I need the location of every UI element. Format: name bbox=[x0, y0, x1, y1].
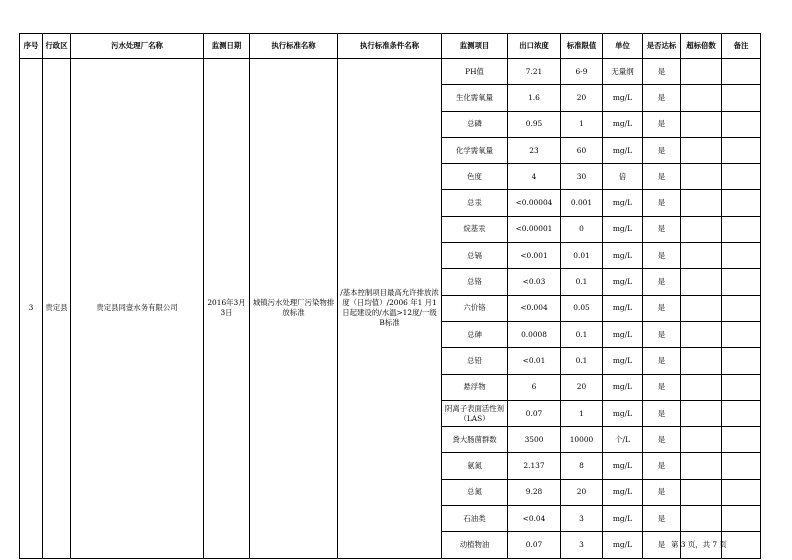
cell-compliant: 是 bbox=[643, 479, 681, 505]
cell-exceed-times bbox=[681, 85, 722, 111]
cell-compliant: 是 bbox=[643, 506, 681, 532]
cell-item: 氨氮 bbox=[442, 453, 508, 479]
cell-limit: 20 bbox=[561, 374, 603, 400]
cell-item: 总镉 bbox=[442, 243, 508, 269]
cell-concentration: 3500 bbox=[508, 427, 561, 453]
cell-note bbox=[722, 506, 761, 532]
header-standard-name: 执行标准名称 bbox=[250, 34, 338, 59]
cell-concentration: 0.95 bbox=[508, 111, 561, 137]
cell-district: 贵定县 bbox=[43, 59, 71, 559]
cell-item: PH值 bbox=[442, 59, 508, 85]
header-item: 监测项目 bbox=[442, 34, 508, 59]
cell-note bbox=[722, 85, 761, 111]
cell-exceed-times bbox=[681, 190, 722, 216]
cell-item: 总铬 bbox=[442, 269, 508, 295]
cell-exceed-times bbox=[681, 427, 722, 453]
cell-unit: mg/L bbox=[603, 532, 643, 558]
cell-limit: 0.1 bbox=[561, 348, 603, 374]
cell-note bbox=[722, 295, 761, 321]
monitoring-table bbox=[19, 33, 761, 559]
cell-exceed-times bbox=[681, 137, 722, 163]
cell-concentration: 4 bbox=[508, 164, 561, 190]
cell-item: 烷基汞 bbox=[442, 216, 508, 242]
cell-note bbox=[722, 321, 761, 347]
cell-standard-condition: /基本控制项目最高允许排放浓度（日均值）/2006 年1 月1 日起建设的/水温>12度/一级B标准 bbox=[338, 59, 442, 559]
cell-exceed-times bbox=[681, 216, 722, 242]
header-plant-name: 污水处理厂名称 bbox=[71, 34, 204, 59]
cell-concentration: 0.07 bbox=[508, 532, 561, 558]
cell-note bbox=[722, 374, 761, 400]
cell-compliant: 是 bbox=[643, 374, 681, 400]
cell-item: 总砷 bbox=[442, 321, 508, 347]
cell-concentration: <0.004 bbox=[508, 295, 561, 321]
cell-concentration: 23 bbox=[508, 137, 561, 163]
cell-limit: 0 bbox=[561, 216, 603, 242]
cell-exceed-times bbox=[681, 506, 722, 532]
cell-note bbox=[722, 164, 761, 190]
cell-compliant: 是 bbox=[643, 453, 681, 479]
cell-concentration: <0.03 bbox=[508, 269, 561, 295]
cell-compliant: 是 bbox=[643, 111, 681, 137]
cell-unit: mg/L bbox=[603, 479, 643, 505]
cell-compliant: 是 bbox=[643, 427, 681, 453]
cell-unit: mg/L bbox=[603, 216, 643, 242]
cell-concentration: 1.6 bbox=[508, 85, 561, 111]
cell-limit: 8 bbox=[561, 453, 603, 479]
cell-unit: mg/L bbox=[603, 374, 643, 400]
cell-exceed-times bbox=[681, 59, 722, 85]
cell-unit: mg/L bbox=[603, 111, 643, 137]
cell-item: 石油类 bbox=[442, 506, 508, 532]
cell-limit: 30 bbox=[561, 164, 603, 190]
cell-unit: mg/L bbox=[603, 400, 643, 426]
cell-note bbox=[722, 216, 761, 242]
cell-unit: mg/L bbox=[603, 295, 643, 321]
cell-compliant: 是 bbox=[643, 164, 681, 190]
cell-item: 粪大肠菌群数 bbox=[442, 427, 508, 453]
cell-note bbox=[722, 111, 761, 137]
cell-item: 阴离子表面活性剂（LAS） bbox=[442, 400, 508, 426]
cell-note bbox=[722, 243, 761, 269]
cell-item: 化学需氧量 bbox=[442, 137, 508, 163]
cell-limit: 0.1 bbox=[561, 321, 603, 347]
cell-unit: mg/L bbox=[603, 190, 643, 216]
cell-note bbox=[722, 479, 761, 505]
cell-limit: 0.1 bbox=[561, 269, 603, 295]
header-limit: 标准限值 bbox=[561, 34, 603, 59]
header-note: 备注 bbox=[722, 34, 761, 59]
cell-concentration: 0.0008 bbox=[508, 321, 561, 347]
header-row bbox=[20, 34, 761, 59]
cell-concentration: 9.28 bbox=[508, 479, 561, 505]
cell-limit: 20 bbox=[561, 85, 603, 111]
header-unit: 单位 bbox=[603, 34, 643, 59]
cell-limit: 6-9 bbox=[561, 59, 603, 85]
cell-note bbox=[722, 453, 761, 479]
cell-limit: 0.001 bbox=[561, 190, 603, 216]
cell-item: 总汞 bbox=[442, 190, 508, 216]
cell-note bbox=[722, 348, 761, 374]
cell-limit: 10000 bbox=[561, 427, 603, 453]
cell-unit: mg/L bbox=[603, 269, 643, 295]
cell-limit: 1 bbox=[561, 400, 603, 426]
cell-unit: mg/L bbox=[603, 85, 643, 111]
cell-item: 总氮 bbox=[442, 479, 508, 505]
cell-unit: mg/L bbox=[603, 243, 643, 269]
header-seq: 序号 bbox=[20, 34, 43, 59]
cell-concentration: <0.001 bbox=[508, 243, 561, 269]
cell-concentration: 2.137 bbox=[508, 453, 561, 479]
cell-compliant: 是 bbox=[643, 532, 681, 558]
cell-compliant: 是 bbox=[643, 348, 681, 374]
cell-item: 六价铬 bbox=[442, 295, 508, 321]
cell-exceed-times bbox=[681, 269, 722, 295]
cell-item: 生化需氧量 bbox=[442, 85, 508, 111]
cell-unit: mg/L bbox=[603, 321, 643, 347]
cell-note bbox=[722, 59, 761, 85]
cell-compliant: 是 bbox=[643, 321, 681, 347]
cell-concentration: <0.00004 bbox=[508, 190, 561, 216]
cell-note bbox=[722, 400, 761, 426]
table-row bbox=[20, 59, 761, 85]
cell-exceed-times bbox=[681, 453, 722, 479]
cell-exceed-times bbox=[681, 111, 722, 137]
cell-exceed-times bbox=[681, 374, 722, 400]
cell-limit: 0.01 bbox=[561, 243, 603, 269]
cell-exceed-times bbox=[681, 164, 722, 190]
cell-note bbox=[722, 532, 761, 558]
cell-note bbox=[722, 137, 761, 163]
cell-item: 色度 bbox=[442, 164, 508, 190]
cell-compliant: 是 bbox=[643, 269, 681, 295]
cell-limit: 3 bbox=[561, 532, 603, 558]
cell-compliant: 是 bbox=[643, 137, 681, 163]
cell-limit: 20 bbox=[561, 479, 603, 505]
cell-unit: 倍 bbox=[603, 164, 643, 190]
cell-limit: 3 bbox=[561, 506, 603, 532]
cell-unit: 个/L bbox=[603, 427, 643, 453]
cell-plant-name: 贵定县同壹水务有限公司 bbox=[71, 59, 204, 559]
cell-unit: mg/L bbox=[603, 506, 643, 532]
cell-limit: 1 bbox=[561, 111, 603, 137]
cell-unit: mg/L bbox=[603, 137, 643, 163]
cell-compliant: 是 bbox=[643, 295, 681, 321]
cell-concentration: <0.04 bbox=[508, 506, 561, 532]
cell-concentration: <0.01 bbox=[508, 348, 561, 374]
cell-compliant: 是 bbox=[643, 190, 681, 216]
header-district: 行政区 bbox=[43, 34, 71, 59]
header-exceed-times: 超标倍数 bbox=[681, 34, 722, 59]
cell-standard-name: 城镇污水处理厂污染物排放标准 bbox=[250, 59, 338, 559]
cell-date: 2016年3月3日 bbox=[204, 59, 250, 559]
cell-exceed-times bbox=[681, 321, 722, 347]
cell-note bbox=[722, 269, 761, 295]
cell-item: 总铅 bbox=[442, 348, 508, 374]
cell-item: 悬浮物 bbox=[442, 374, 508, 400]
cell-exceed-times bbox=[681, 243, 722, 269]
cell-compliant: 是 bbox=[643, 85, 681, 111]
header-compliant: 是否达标 bbox=[643, 34, 681, 59]
cell-unit: 无量纲 bbox=[603, 59, 643, 85]
cell-compliant: 是 bbox=[643, 216, 681, 242]
cell-exceed-times bbox=[681, 348, 722, 374]
cell-concentration: <0.00001 bbox=[508, 216, 561, 242]
cell-limit: 0.05 bbox=[561, 295, 603, 321]
cell-unit: mg/L bbox=[603, 453, 643, 479]
cell-compliant: 是 bbox=[643, 400, 681, 426]
cell-concentration: 7.21 bbox=[508, 59, 561, 85]
header-concentration: 出口浓度 bbox=[508, 34, 561, 59]
cell-compliant: 是 bbox=[643, 243, 681, 269]
cell-concentration: 6 bbox=[508, 374, 561, 400]
cell-limit: 60 bbox=[561, 137, 603, 163]
table-body bbox=[20, 59, 761, 559]
cell-compliant: 是 bbox=[643, 59, 681, 85]
cell-exceed-times bbox=[681, 400, 722, 426]
cell-concentration: 0.07 bbox=[508, 400, 561, 426]
cell-item: 总磷 bbox=[442, 111, 508, 137]
header-standard-condition: 执行标准条件名称 bbox=[338, 34, 442, 59]
header-date: 监测日期 bbox=[204, 34, 250, 59]
cell-note bbox=[722, 190, 761, 216]
cell-exceed-times bbox=[681, 295, 722, 321]
cell-seq: 3 bbox=[20, 59, 43, 559]
cell-exceed-times bbox=[681, 479, 722, 505]
cell-unit: mg/L bbox=[603, 348, 643, 374]
cell-note bbox=[722, 427, 761, 453]
cell-item: 动植物油 bbox=[442, 532, 508, 558]
page-footer: 第 3 页，共 7 页 bbox=[671, 540, 727, 549]
